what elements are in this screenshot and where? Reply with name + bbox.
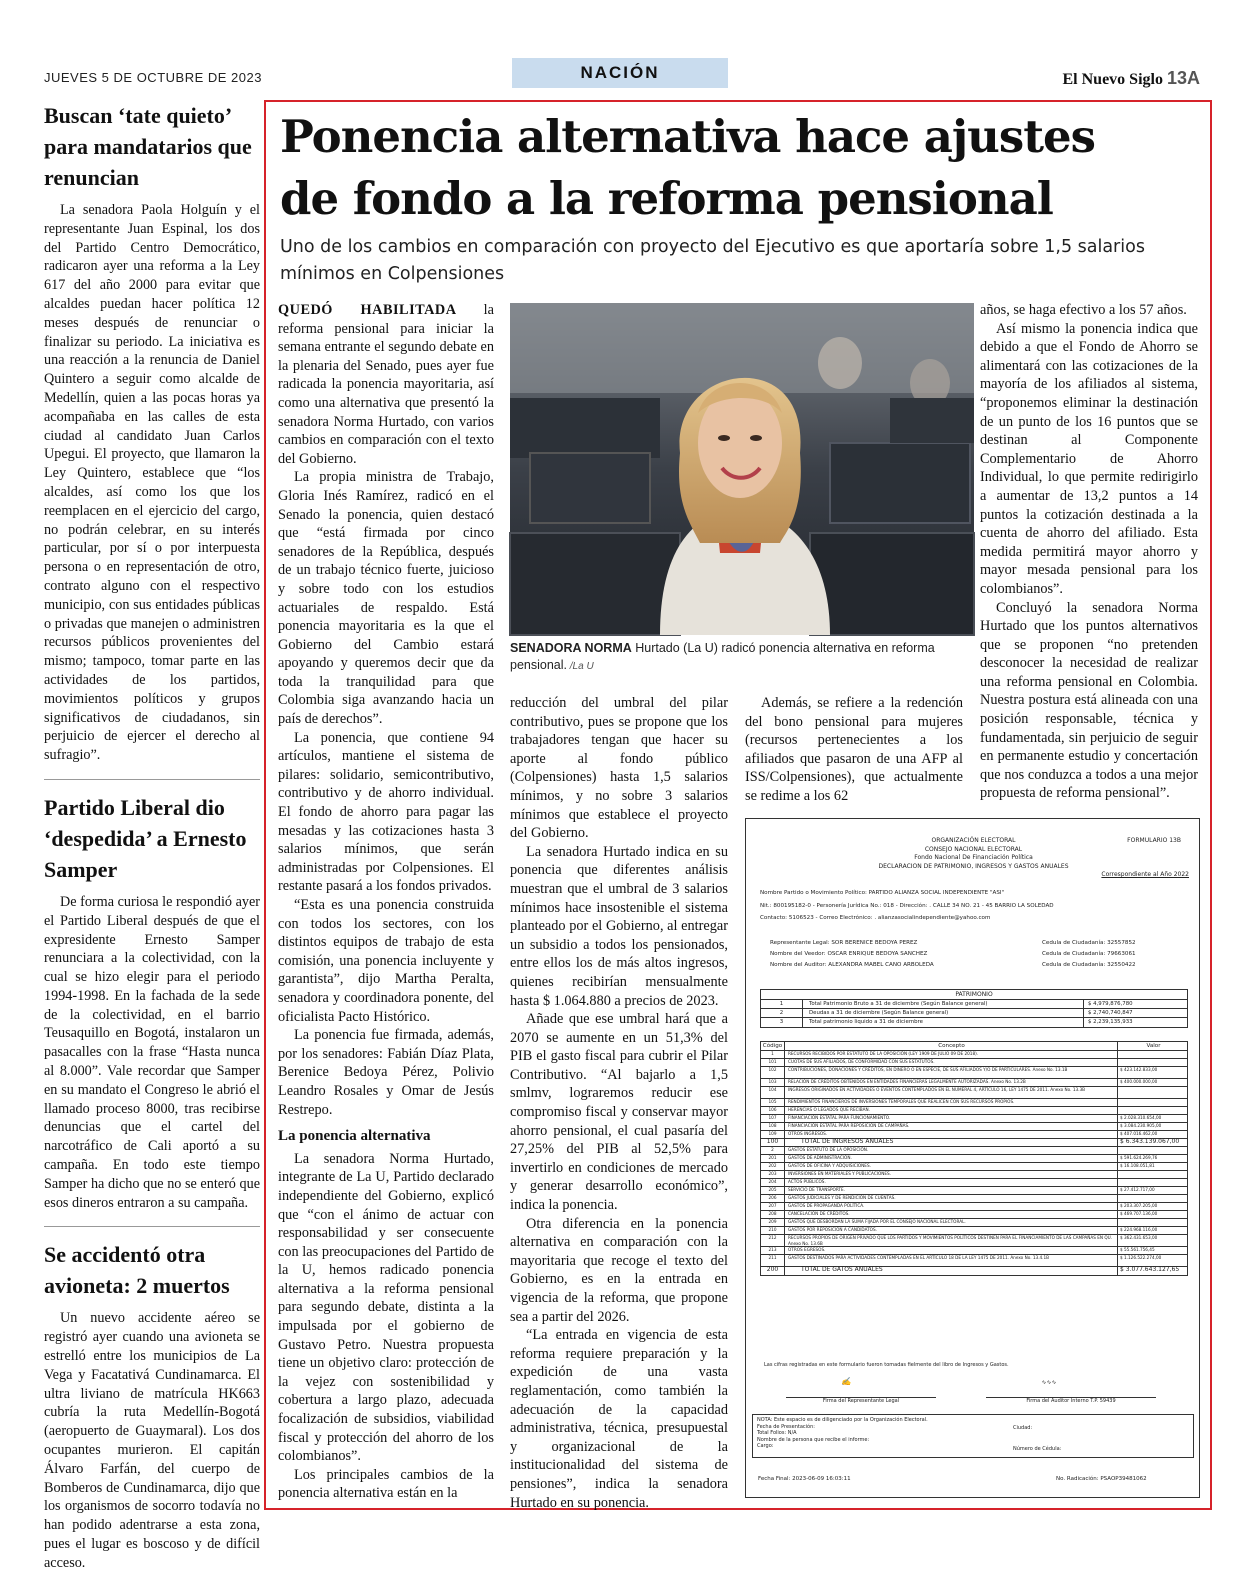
- row-code: 104: [761, 1087, 785, 1098]
- row-value: $ 27.412.717,00: [1117, 1187, 1187, 1194]
- code: 3: [761, 1018, 803, 1027]
- legal-rep-id: Cedula de Ciudadanía: 32557852: [1042, 940, 1136, 946]
- row-code: 105: [761, 1099, 785, 1106]
- table-row: [761, 1123, 1187, 1131]
- row-code: 203: [761, 1171, 785, 1178]
- sig-label-auditor: Firma del Auditor Interno T.P. 59439: [986, 1397, 1156, 1404]
- brief-2: [44, 792, 260, 1213]
- header-concept: Concepto: [938, 1043, 965, 1049]
- row-code: 108: [761, 1123, 785, 1130]
- concept: Total Patrimonio Bruto a 31 de diciembre (Según Balance general): [809, 1001, 988, 1007]
- article-column-1: [278, 301, 494, 1503]
- brief-1: [44, 100, 260, 765]
- row-concept: INVERSIONES EN MATERIALES Y PUBLICACIONES.: [788, 1171, 892, 1176]
- party-contact: Contacto: 5106523 - Correo Electrónico: . alianzasocialindependiente@yahoo.com: [760, 915, 991, 921]
- table-body: [761, 1051, 1187, 1275]
- table-row: [761, 1171, 1187, 1179]
- lead-in: QUEDÓ HABILITADA: [278, 302, 457, 318]
- row-value: $ 55.561.756,45: [1117, 1247, 1187, 1254]
- row-code: 213: [761, 1247, 785, 1254]
- row-concept: GASTOS JUDICIALES Y DE RENDICIÓN DE CUENTAS.: [788, 1195, 896, 1200]
- masthead: [44, 58, 1204, 86]
- row-code: 106: [761, 1107, 785, 1114]
- paragraph: La propia ministra de Trabajo, Gloria Inés Ramírez, radicó en el Senado la ponencia, quien destacó que “está firmada por cinco senadores de la República, después de un trabajo técnico fuerte, juicioso y sobre todo con los estudios actuariales de respaldo. Está ponencia mayoritaria es la que el Gobierno del Cambio estará apoyando y queremos decir que da toda la tranquilidad para que Colombia siga avanzando hacia un país de derechos”.: [278, 469, 494, 728]
- photo-illustration: [510, 303, 974, 635]
- row-value: $ 3.077.643.127,65: [1117, 1267, 1187, 1275]
- photo-caption: [510, 640, 974, 675]
- row-concept: OTROS INGRESOS.: [788, 1131, 828, 1136]
- value: $ 2,740,740,847: [1083, 1009, 1189, 1018]
- row-concept: GASTOS ESTATUTO DE LA OPOSICIÓN.: [788, 1147, 869, 1152]
- table-row: [761, 1247, 1187, 1255]
- row-code: 100: [761, 1139, 785, 1146]
- row-code: 200: [761, 1267, 785, 1275]
- form-org: Fondo Nacional De Financiación Política: [914, 854, 1033, 861]
- table-total-row: [761, 1139, 1187, 1147]
- row-code: 207: [761, 1203, 785, 1210]
- article-column-4: [980, 301, 1198, 803]
- row-value: [1117, 1179, 1187, 1186]
- brief-3: [44, 1239, 260, 1572]
- paragraph: años, se haga efectivo a los 57 años.: [980, 302, 1187, 318]
- table-row: [761, 1219, 1187, 1227]
- veedor: Nombre del Veedor: OSCAR ENRIQUE BEDOYA SANCHEZ: [770, 951, 928, 957]
- headline-line-2: de fondo a la reforma pensional: [280, 172, 1053, 225]
- form-radicacion: No. Radicación: PSAOP39481062: [1056, 1476, 1147, 1482]
- auditor: Nombre del Auditor: ALEXANDRA MABEL CANO ARBOLEDA: [770, 962, 934, 968]
- header-value: Valor: [1117, 1042, 1187, 1050]
- row-code: 2: [761, 1147, 785, 1154]
- patrimonio-row: [761, 1018, 1187, 1027]
- row-code: 1: [761, 1051, 785, 1058]
- row-code: 109: [761, 1131, 785, 1138]
- code: 2: [761, 1009, 803, 1018]
- paragraph: reducción del umbral del pilar contributivo, pues se propone que los trabajadores tengan que hacer su aporte al fondo público (Colpensiones) hasta 1,5 salarios mínimos, y no sobre 3 salarios mínimos que establece el proyecto del Gobierno.: [510, 695, 728, 842]
- brief-title: Buscan ‘tate quieto’ para mandatarios que renuncian: [44, 103, 252, 190]
- row-value: $ 362.431.653,00: [1117, 1235, 1187, 1246]
- row-concept: FINANCIACIÓN ESTATAL PARA FUNCIONAMIENTO.: [788, 1115, 891, 1120]
- headline: [280, 106, 1200, 230]
- row-value: $ 400.000.000,00: [1117, 1079, 1187, 1086]
- note: Total Folios: N/A: [757, 1430, 797, 1436]
- table-header: [761, 1042, 1187, 1051]
- table-row: [761, 1163, 1187, 1171]
- value: $ 2,239,135,933: [1083, 1018, 1189, 1027]
- paragraph: Concluyó la senadora Norma Hurtado que los puntos alternativos que se proponen “no pretenden desconocer la necesidad de realizar una reforma pensional en Colombia. Nuestra postura está alineada con una posición responsable, técnica y fundamentada, sin perjuicio de seguir en permanente estudio y concertación que nos conduzca a todos a una mejor propuesta de reforma pensional”.: [980, 599, 1198, 802]
- row-code: 210: [761, 1227, 785, 1234]
- row-concept: RELACIÓN DE CRÉDITOS OBTENIDOS EN ENTIDADES FINANCIERAS LEGALMENTE AUTORIZADAS. Anexo No. 13.2B: [788, 1079, 1026, 1084]
- row-concept: OTROS EGRESOS.: [788, 1247, 826, 1252]
- row-concept: RECURSOS PROPIOS DE ORIGEN PRIVADO QUE LOS PARTIDOS Y MOVIMIENTOS POLÍTICOS DESTINEN PARA EL FINANCIAMIENTO DE LAS CAMPAÑAS EN QU. Anexo No. 13.6B: [788, 1235, 1113, 1246]
- page-number: 13A: [1166, 68, 1200, 88]
- brief-title: Partido Liberal dio ‘despedida’ a Ernesto Samper: [44, 794, 247, 882]
- row-value: $ 6.343.139.067,00: [1117, 1139, 1187, 1146]
- table-row: [761, 1179, 1187, 1187]
- row-code: 209: [761, 1219, 785, 1226]
- brief-body: Un nuevo accidente aéreo se registró ayer cuando una avioneta se estrelló entre los municipios de La Vega y Facatativá Cundinamarca. El ultra liviano de matrícula HK663 cubría la ruta Medellín-Bogotá (aeropuerto de Guaymaral). Los dos ocupantes murieron. El capitán Álvaro Farfán, del cuerpo de Bomberos de Cundinamarca, dijo que los organismos de socorro todavía no han podido adentrarse a esta zona, pues el lugar es boscoso y de difícil acceso.: [44, 1310, 260, 1571]
- row-concept: SERVICIO DE TRANSPORTE.: [788, 1187, 845, 1192]
- value: $ 4,979,876,780: [1083, 1000, 1189, 1009]
- concept: Deudas a 31 de diciembre (Según Balance general): [809, 1010, 949, 1016]
- table-row: [761, 1155, 1187, 1163]
- form-org: ORGANIZACIÓN ELECTORAL: [931, 837, 1016, 844]
- table-row: [761, 1227, 1187, 1235]
- paragraph: La ponencia, que contiene 94 artículos, mantiene el sistema de pilares: solidario, semicontributivo, contributivo y de ahorro individual. El fondo de ahorro para pagar las mesadas y las cotizaciones hasta 3 salarios mínimos, que serán administradas por Colpensiones. El restante pasará a los fondos privados.: [278, 729, 494, 895]
- row-concept: GASTOS POR REPOSICIÓN A CANDIDATOS.: [788, 1227, 877, 1232]
- paragraph: Otra diferencia en la ponencia alternativa en comparación con la mayoritaria que recoge el texto del Gobierno, es en la entrada en vigencia de la reforma, que propone sea a partir del 2026.: [510, 1215, 728, 1325]
- row-code: 206: [761, 1195, 785, 1202]
- row-concept: CONTRIBUCIONES, DONACIONES Y CRÉDITOS, EN DINERO O EN ESPECIE, DE SUS AFILIADOS Y/O DE PARTICULARES. Anexo No. 13.1B: [788, 1067, 1068, 1072]
- brief-divider: [44, 779, 260, 780]
- paragraph: [278, 301, 494, 468]
- brief-title: Se accidentó otra avioneta: 2 muertos: [44, 1242, 230, 1299]
- table-row: [761, 1147, 1187, 1155]
- paragraph: Añade que ese umbral hará que a 2070 se aumente en un 51,3% del PIB el gasto fiscal para cubrir el Pilar Contributivo. “Al bajarlo a 1,5 smlmv, lograremos reducir ese compromiso fiscal y conservar mayor ahorro pensional, el cual pasaría del 27,25% del PIB al 52,5% para invertirlo en condiciones de mercado y generar desarrollo económico”, indica la ponencia.: [510, 1011, 728, 1214]
- row-value: $ 1.126.522.274,00: [1117, 1255, 1187, 1266]
- signature-auditor: ∿∿∿: [1041, 1379, 1057, 1386]
- row-value: [1117, 1107, 1187, 1114]
- paragraph: Además, se refiere a la redención del bono pensional para mujeres (recursos pertenecientes a los afiliados que pasaron de una AFP al ISS/Colpensiones), que actualmente se redime a los 62: [745, 695, 963, 804]
- row-concept: GASTOS DESTINADOS PARA ACTIVIDADES CONTEMPLADAS EN EL ARTÍCULO 18 DE LA LEY 1475 DE 2011. Anexo No. 13.4.1B: [788, 1255, 1050, 1260]
- row-concept: GASTOS DE ADMINISTRACIÓN.: [788, 1155, 852, 1160]
- table-row: [761, 1195, 1187, 1203]
- paragraph: La senadora Hurtado indica en su ponencia que diferentes análisis muestran que el umbral de 3 salarios mínimos hace insostenible el sistema planteado por el Gobierno, al entregar un subsidio a todos los pensionados, entre ellos los de más altos ingresos, quienes recibirían mensualmente hasta $ 1.064.880 a precios de 2023.: [510, 843, 728, 1009]
- paragraph: La senadora Norma Hurtado, integrante de La U, Partido declarado independiente del Gobierno, explicó que “con el ánimo de actuar con responsabilidad y ser consecuente con las preocupaciones del Partido de la U, hemos radicado ponencia alternativa a la reforma pensional para segundo debate, distinta a la impulsada por el gobierno de Gustavo Petro. Nuestra propuesta tiene un objetivo claro: protección de la vejez con sostenibilidad y cobertura a largo plazo, adecuada focalización de subsidios, viabilidad fiscal y protección del ahorro de los colombianos”.: [278, 1150, 494, 1465]
- form-org: DECLARACION DE PATRIMONIO, INGRESOS Y GASTOS ANUALES: [878, 862, 1069, 870]
- row-concept: HERENCIAS O LEGADOS QUE RECIBAN.: [788, 1107, 870, 1112]
- table-row: [761, 1099, 1187, 1107]
- legal-rep: Representante Legal: SOR BERENICE BEDOYA PEREZ: [770, 940, 918, 946]
- table-row: [761, 1115, 1187, 1123]
- table-row: [761, 1187, 1187, 1195]
- row-value: [1117, 1147, 1187, 1154]
- income-expense-table: [760, 1041, 1188, 1276]
- row-value: $ 423.142.833,00: [1117, 1067, 1187, 1078]
- patrimonio-title: PATRIMONIO: [761, 990, 1187, 1000]
- form-notes: [752, 1414, 1194, 1458]
- row-code: 211: [761, 1255, 785, 1266]
- row-code: 202: [761, 1163, 785, 1170]
- section-subtitle: La ponencia alternativa: [278, 1128, 431, 1145]
- row-value: [1117, 1099, 1187, 1106]
- form-year: Correspondiente al Año 2022: [1101, 871, 1189, 878]
- concept: Total patrimonio liquido a 31 de diciembre: [809, 1019, 923, 1025]
- caption-text: Hurtado (La U) radicó ponencia alternativa en reforma pensional.: [510, 641, 935, 672]
- brief-divider: [44, 1226, 260, 1227]
- row-concept: GASTOS DE OFICINA Y ADQUISICIONES.: [788, 1163, 871, 1168]
- row-concept: TOTAL DE GATOS ANUALES: [801, 1266, 883, 1273]
- note: NOTA: Este espacio es de diligenciado por la Organización Electoral.: [757, 1417, 928, 1423]
- row-value: [1117, 1195, 1187, 1202]
- table-row: [761, 1203, 1187, 1211]
- row-concept: FINANCIACIÓN ESTATAL PARA REPOSICIÓN DE CAMPAÑAS.: [788, 1123, 910, 1128]
- row-concept: RECURSOS RECIBIDOS POR ESTATUTO DE LA OPOSICIÓN (LEY 1909 DE JULIO 09 DE 2018).: [788, 1051, 979, 1056]
- patrimonio-table: [760, 989, 1188, 1028]
- paragraph: “Esta es una ponencia construida con todos los sectores, con los distintos equipos de trabajo de esta comisión, una ponencia incluyente y garantista”, dijo Martha Peralta, senadora y coordinadora ponente, del oficialista Pacto Histórico.: [278, 897, 494, 1025]
- paragraph: “La entrada en vigencia de esta reforma requiere preparación y la expedición de una vasta reglamentación, como también la adecuación de la capacidad administrativa, técnica, presupuestal y organizacional de la institucionalidad del sistema de pensiones”, indica la senadora Hurtado en su ponencia.: [510, 1327, 728, 1511]
- row-value: $ 3.084.230.905,00: [1117, 1123, 1187, 1130]
- article-column-2: [510, 694, 728, 1512]
- row-value: [1117, 1171, 1187, 1178]
- row-concept: TOTAL DE INGRESOS ANUALES: [801, 1138, 894, 1145]
- row-value: $ 2.028.310.654,00: [1117, 1115, 1187, 1122]
- briefs-column: [44, 100, 260, 1573]
- table-row: [761, 1051, 1187, 1059]
- row-concept: CANCELACIÓN DE CRÉDITOS.: [788, 1211, 850, 1216]
- row-value: $ 203.307.205,00: [1117, 1203, 1187, 1210]
- header-code: Código: [761, 1042, 785, 1050]
- row-value: $ 469.707.136,00: [1117, 1211, 1187, 1218]
- brief-body: De forma curiosa le respondió ayer el Partido Liberal después de que el expresidente Ernesto Samper renunciara a la colectividad, con la cual se hizo elegir para el periodo 1994-1998. En la fachada de la sede de la colectividad, en el barrio Teusaquillo en Bogotá, instalaron un pasacalles con la frase “Hasta nunca al 8.000”. Vale recordar que Samper en su mandato el Congreso le abrió el llamado proceso 8000, tras recibirse denuncias que el cartel del narcotráfico de Cali aportó a su campaña. En todo este tiempo Samper ha dicho que no se enteró que esos dineros entraron a su campaña.: [44, 893, 260, 1211]
- row-value: $ 407.016.462,00: [1117, 1131, 1187, 1138]
- row-code: 103: [761, 1079, 785, 1086]
- row-concept: CUOTAS DE SUS AFILIADOS, DE CONFORMIDAD CON SUS ESTATUTOS.: [788, 1059, 935, 1064]
- paragraph: Así mismo la ponencia indica que debido a que el Fondo de Ahorro se alimentará con las cotizaciones de la mayoría de los afiliados al sistema, “proponemos eliminar la destinación de un punto de los 16 puntos que se destinan al Componente Complementario de Ahorro Individual, lo que permite redirigirlo a aumentar de 13,2 puntos a 14 puntos la cotización destinada a la cuenta de ahorro del afiliado. Esta medida permitirá mayor ahorro y mayor mesada pensional para los colombianos”.: [980, 320, 1198, 597]
- note-city: Ciudad:: [1013, 1425, 1033, 1431]
- note: Cargo:: [757, 1443, 774, 1449]
- row-code: 102: [761, 1067, 785, 1078]
- row-code: 205: [761, 1187, 785, 1194]
- table-row: [761, 1107, 1187, 1115]
- party-nit: Nit.: 800195182-0 - Personería Jurídica No.: 018 - Dirección: . CALLE 34 NO. 21 - 45 BARRIO LA SOLEDAD: [760, 903, 1054, 909]
- newspaper-name: [1063, 68, 1201, 89]
- row-code: 107: [761, 1115, 785, 1122]
- caption-lead: SENADORA NORMA: [510, 641, 632, 655]
- photo-credit: /La U: [567, 661, 594, 672]
- table-row: [761, 1067, 1187, 1079]
- sig-label-rep: Firma del Representante Legal: [786, 1397, 936, 1404]
- form-final-date: Fecha Final: 2023-06-09 16:03:11: [758, 1476, 851, 1482]
- paragraph: La ponencia fue firmada, además, por los senadores: Fabián Díaz Plata, Berenice Bedoya Pérez, Polivio Leandro Rosales y Omar de Jesús Restrepo.: [278, 1027, 494, 1118]
- signature-legal-rep: ✍: [841, 1377, 851, 1386]
- note-id: Número de Cédula:: [1013, 1446, 1062, 1452]
- row-value: $ 224.968.116,00: [1117, 1227, 1187, 1234]
- row-value: $ 591.624.269,76: [1117, 1155, 1187, 1162]
- veedor-id: Cedula de Ciudadanía: 79663061: [1042, 951, 1136, 957]
- row-concept: INGRESOS ORIGINADOS EN ACTIVIDADES O EVENTOS CONTEMPLADOS EN EL NUMERAL 4, ARTÍCULO 16, LEY 1475 DE 2011. Anexo No. 13.3B: [788, 1087, 1086, 1092]
- paragraph: Los principales cambios de la ponencia alternativa están en la: [278, 1466, 494, 1502]
- table-row: [761, 1211, 1187, 1219]
- table-row: [761, 1059, 1187, 1067]
- form-number: FORMULARIO 13B: [1127, 837, 1181, 844]
- patrimonio-row: [761, 1000, 1187, 1009]
- table-row: [761, 1087, 1187, 1099]
- subheadline: Uno de los cambios en comparación con proyecto del Ejecutivo es que aportaría sobre 1,5 salarios mínimos en Colpensiones: [280, 237, 1145, 284]
- financial-form-13b: [745, 818, 1200, 1498]
- row-value: [1117, 1059, 1187, 1066]
- paragraph-text: la reforma pensional para iniciar la semana entrante el segundo debate en la plenaria del Senado, pues ayer fue radicada la ponencia mayoritaria, así como una alternativa que presentó la senadora Norma Hurtado, con varios cambios en comparación con el texto del Gobierno.: [278, 302, 494, 467]
- table-row: [761, 1079, 1187, 1087]
- row-value: [1117, 1051, 1187, 1058]
- senator-photo: [510, 303, 974, 635]
- row-value: [1117, 1219, 1187, 1226]
- code: 1: [761, 1000, 803, 1009]
- row-concept: GASTOS QUE DESBORDAN LA SUMA FIJADA POR EL CONSEJO NACIONAL ELECTORAL.: [788, 1219, 966, 1224]
- row-code: 101: [761, 1059, 785, 1066]
- row-code: 208: [761, 1211, 785, 1218]
- row-code: 212: [761, 1235, 785, 1246]
- row-concept: GASTOS DE PROPAGANDA POLÍTICA.: [788, 1203, 865, 1208]
- row-code: 201: [761, 1155, 785, 1162]
- certify-note: Las cifras registradas en este formulario fueron tomadas fielmente del libro de Ingresos y Gastos.: [764, 1362, 1009, 1368]
- section-label: NACIÓN: [512, 58, 728, 88]
- issue-date: JUEVES 5 DE OCTUBRE DE 2023: [44, 70, 262, 85]
- row-concept: RENDIMIENTOS FINANCIEROS DE INVERSIONES TEMPORALES QUE REALICEN CON SUS RECURSOS PROPIOS.: [788, 1099, 1015, 1104]
- party-name: Nombre Partido o Movimiento Político: PARTIDO ALIANZA SOCIAL INDEPENDIENTE "ASI": [760, 890, 1005, 896]
- auditor-id: Cedula de Ciudadanía: 32550422: [1042, 962, 1136, 968]
- paper-title: El Nuevo Siglo: [1062, 71, 1163, 88]
- note: Nombre de la persona que recibe el informe:: [757, 1436, 870, 1443]
- row-value: $ 16.108.051,81: [1117, 1163, 1187, 1170]
- article-column-3: [745, 694, 963, 806]
- row-concept: ACTOS PÚBLICOS.: [788, 1179, 826, 1184]
- brief-body: La senadora Paola Holguín y el representante Juan Espinal, los dos del Partido Centro Democrático, radicaron ayer una reforma a la Ley 617 del año 2000 para evitar que alcaldes puedan hacer política 12 meses después de renunciar o finalizar su periodo. La iniciativa es una reacción a la renuncia de Daniel Quintero a seguir como alcalde de Medellín, quien a las pocas horas ya acompañaba en las calles de esta ciudad al candidato Juan Carlos Upegui. El proyecto, que llamaron la Ley Quintero, establece que “los alcaldes, así como los que los reemplacen en el ejercicio del cargo, no podrán celebrar, en su interés particular, por sí o por interpuesta persona o en representación de otro, contrato alguno con el respectivo municipio, con sus entidades públicas o privadas que manejen o administren recursos públicos provenientes del mismo; tampoco, tomar parte en las actividades de los partidos, movimientos políticos y grupos significativos de ciudadanos, sin perjuicio de ejercer el derecho al sufragio”.: [44, 202, 260, 764]
- row-code: 204: [761, 1179, 785, 1186]
- table-row: [761, 1235, 1187, 1247]
- form-org: CONSEJO NACIONAL ELECTORAL: [924, 845, 1023, 853]
- note: Fecha de Presentación:: [757, 1423, 815, 1430]
- row-value: [1117, 1087, 1187, 1098]
- headline-line-1: Ponencia alternativa hace ajustes: [280, 110, 1095, 163]
- table-total-row: [761, 1267, 1187, 1275]
- patrimonio-row: [761, 1009, 1187, 1018]
